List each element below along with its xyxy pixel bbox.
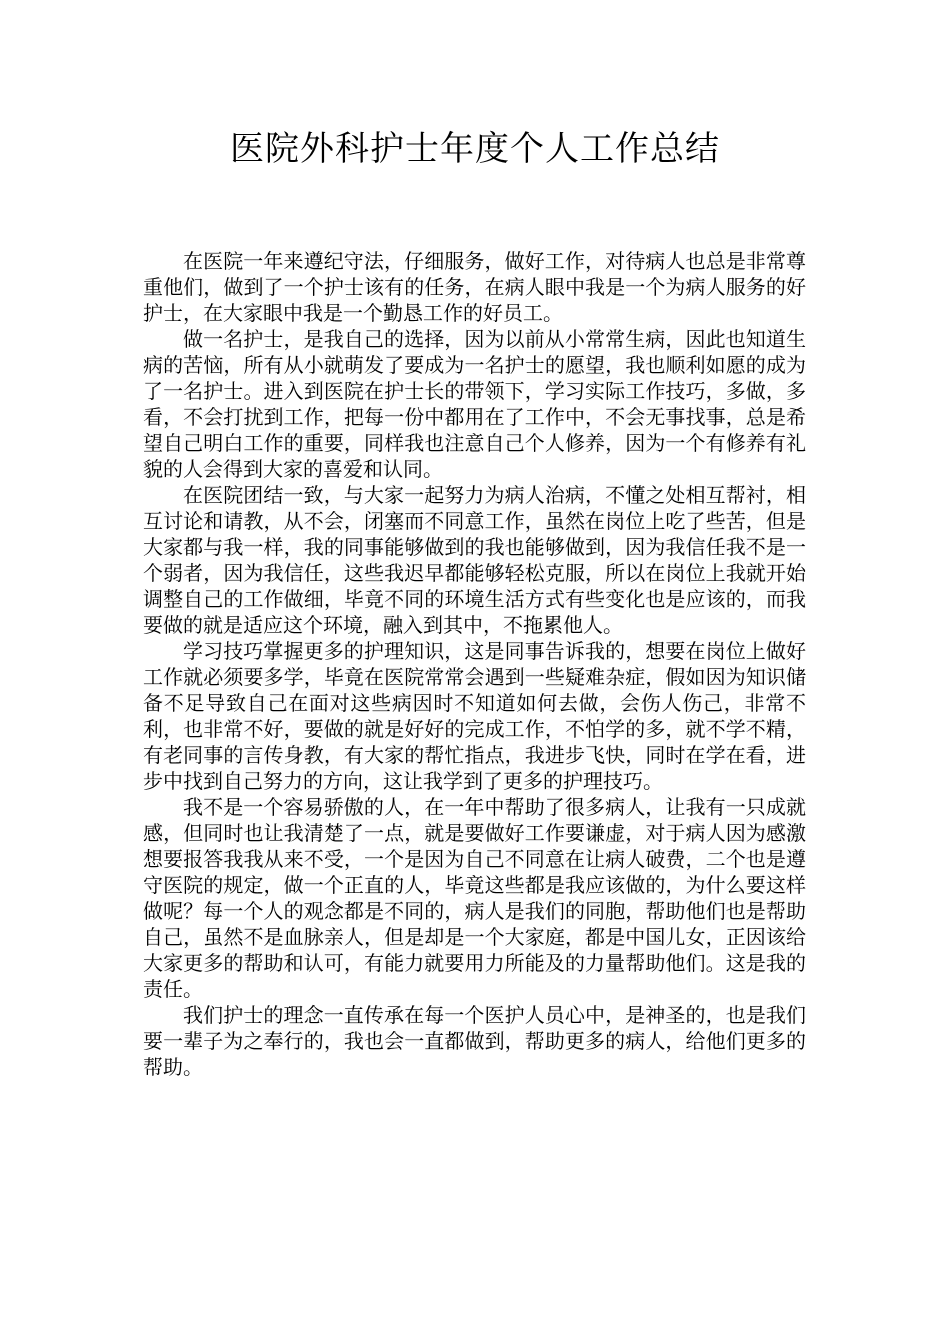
paragraph-3: 在医院团结一致，与大家一起努力为病人治病，不懂之处相互帮衬，相互讨论和请教，从不会，闭塞而不同意工作，虽然在岗位上吃了些苦，但是大家都与我一样，我的同事能够做到的我也能够做到，因为我信任我不是一个弱者，因为我信任，这些我迟早都能够轻松克服，所以在岗位上我就开始调整自己的工作做细，毕竟不同的环境生活方式有些变化也是应该的，而我要做的就是适应这个环境，融入到其中，不拖累他人。: [143, 483, 806, 637]
paragraph-2: 做一名护士，是我自己的选择，因为以前从小常常生病，因此也知道生病的苦恼，所有从小就萌发了要成为一名护士的愿望，我也顺利如愿的成为了一名护士。进入到医院在护士长的带领下，学习实际工作技巧，多做，多看，不会打扰到工作，把每一份中都用在了工作中，不会无事找事，总是希望自己明白工作的重要，同样我也注意自己个人修养，因为一个有修养有礼貌的人会得到大家的喜爱和认同。: [143, 327, 806, 481]
paragraph-5: 我不是一个容易骄傲的人，在一年中帮助了很多病人，让我有一只成就感，但同时也让我清楚了一点，就是要做好工作要谦虚，对于病人因为感激想要报答我我从来不受，一个是因为自己不同意在让病人破费，二个也是遵守医院的规定，做一个正直的人，毕竟这些都是我应该做的，为什么要这样做呢？每一个人的观念都是不同的，病人是我们的同胞，帮助他们也是帮助自己，虽然不是血脉亲人，但是却是一个大家庭，都是中国儿女，正因该给大家更多的帮助和认可，有能力就要用力所能及的力量帮助他们。这是我的责任。: [143, 795, 806, 1001]
document-title: 医院外科护士年度个人工作总结: [230, 129, 720, 169]
document-body: [143, 248, 806, 1080]
paragraph-6: 我们护士的理念一直传承在每一个医护人员心中，是神圣的，也是我们要一辈子为之奉行的，我也会一直都做到，帮助更多的病人，给他们更多的帮助。: [143, 1003, 806, 1079]
paragraph-4: 学习技巧掌握更多的护理知识，这是同事告诉我的，想要在岗位上做好工作就必须要多学，毕竟在医院常常会遇到一些疑难杂症，假如因为知识储备不足导致自己在面对这些病因时不知道如何去做，会伤人伤己，非常不利，也非常不好，要做的就是好好的完成工作，不怕学的多，就不学不精，有老同事的言传身教，有大家的帮忙指点，我进步飞快，同时在学在看，进步中找到自己努力的方向，这让我学到了更多的护理技巧。: [143, 639, 806, 793]
paragraph-1: 在医院一年来遵纪守法，仔细服务，做好工作，对待病人也总是非常尊重他们，做到了一个护士该有的任务，在病人眼中我是一个为病人服务的好护士，在大家眼中我是一个勤恳工作的好员工。: [143, 249, 806, 325]
